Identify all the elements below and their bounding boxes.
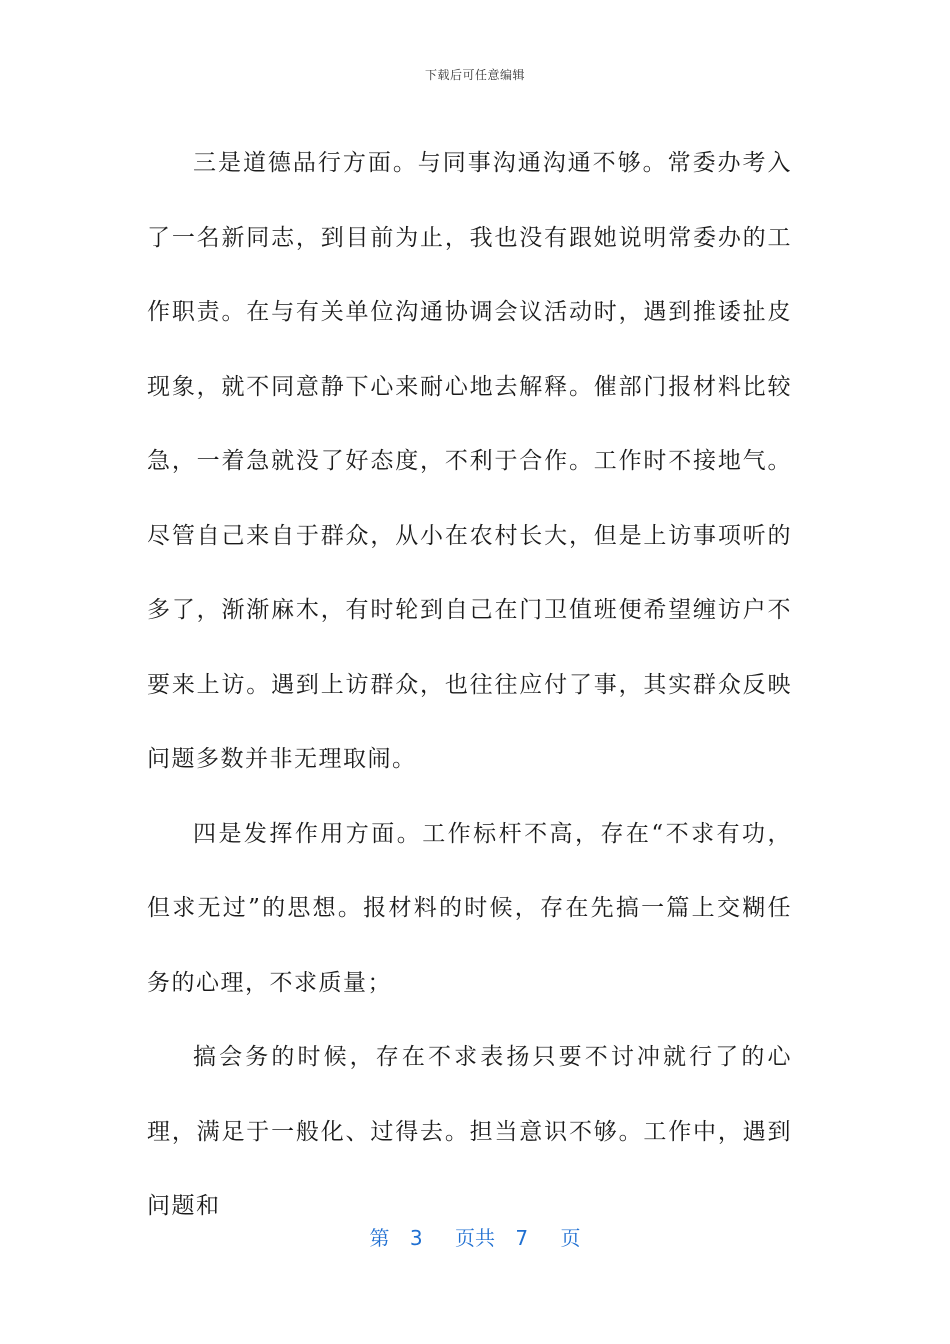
footer-total-pages: 7 <box>515 1226 529 1250</box>
footer-suffix: 页 <box>560 1226 581 1250</box>
footer-middle: 页共 <box>455 1226 495 1250</box>
footer-prefix: 第 <box>369 1226 390 1250</box>
paragraph-1: 三是道德品行方面。与同事沟通沟通不够。常委办考入了一名新同志，到目前为止，我也没有跟她说明常委办的工作职责。在与有关单位沟通协调会议活动时，遇到推诿扯皮现象，就不同意静下心来耐心地去解释。催部门报材料比较急，一着急就没了好态度，不利于合作。工作时不接地气。尽管自己来自于群众，从小在农村长大，但是上访事项听的多了，渐渐麻木，有时轮到自己在门卫值班便希望缠访户不要来上访。遇到上访群众，也往往应付了事，其实群众反映问题多数并非无理取闹。 <box>147 150 792 772</box>
paragraph-3: 搞会务的时候，存在不求表扬只要不讨冲就行了的心理，满足于一般化、过得去。担当意识不够。工作中，遇到问题和 <box>147 1044 792 1219</box>
paragraph-2: 四是发挥作用方面。工作标杆不高，存在“不求有功，但求无过”的思想。报材料的时候，存在先搞一篇上交糊任务的心理，不求质量； <box>147 820 792 996</box>
document-body <box>147 126 792 1244</box>
page-header-note: 下载后可任意编辑 <box>424 68 525 82</box>
footer-current-page: 3 <box>409 1226 423 1250</box>
page-footer <box>0 1222 950 1251</box>
